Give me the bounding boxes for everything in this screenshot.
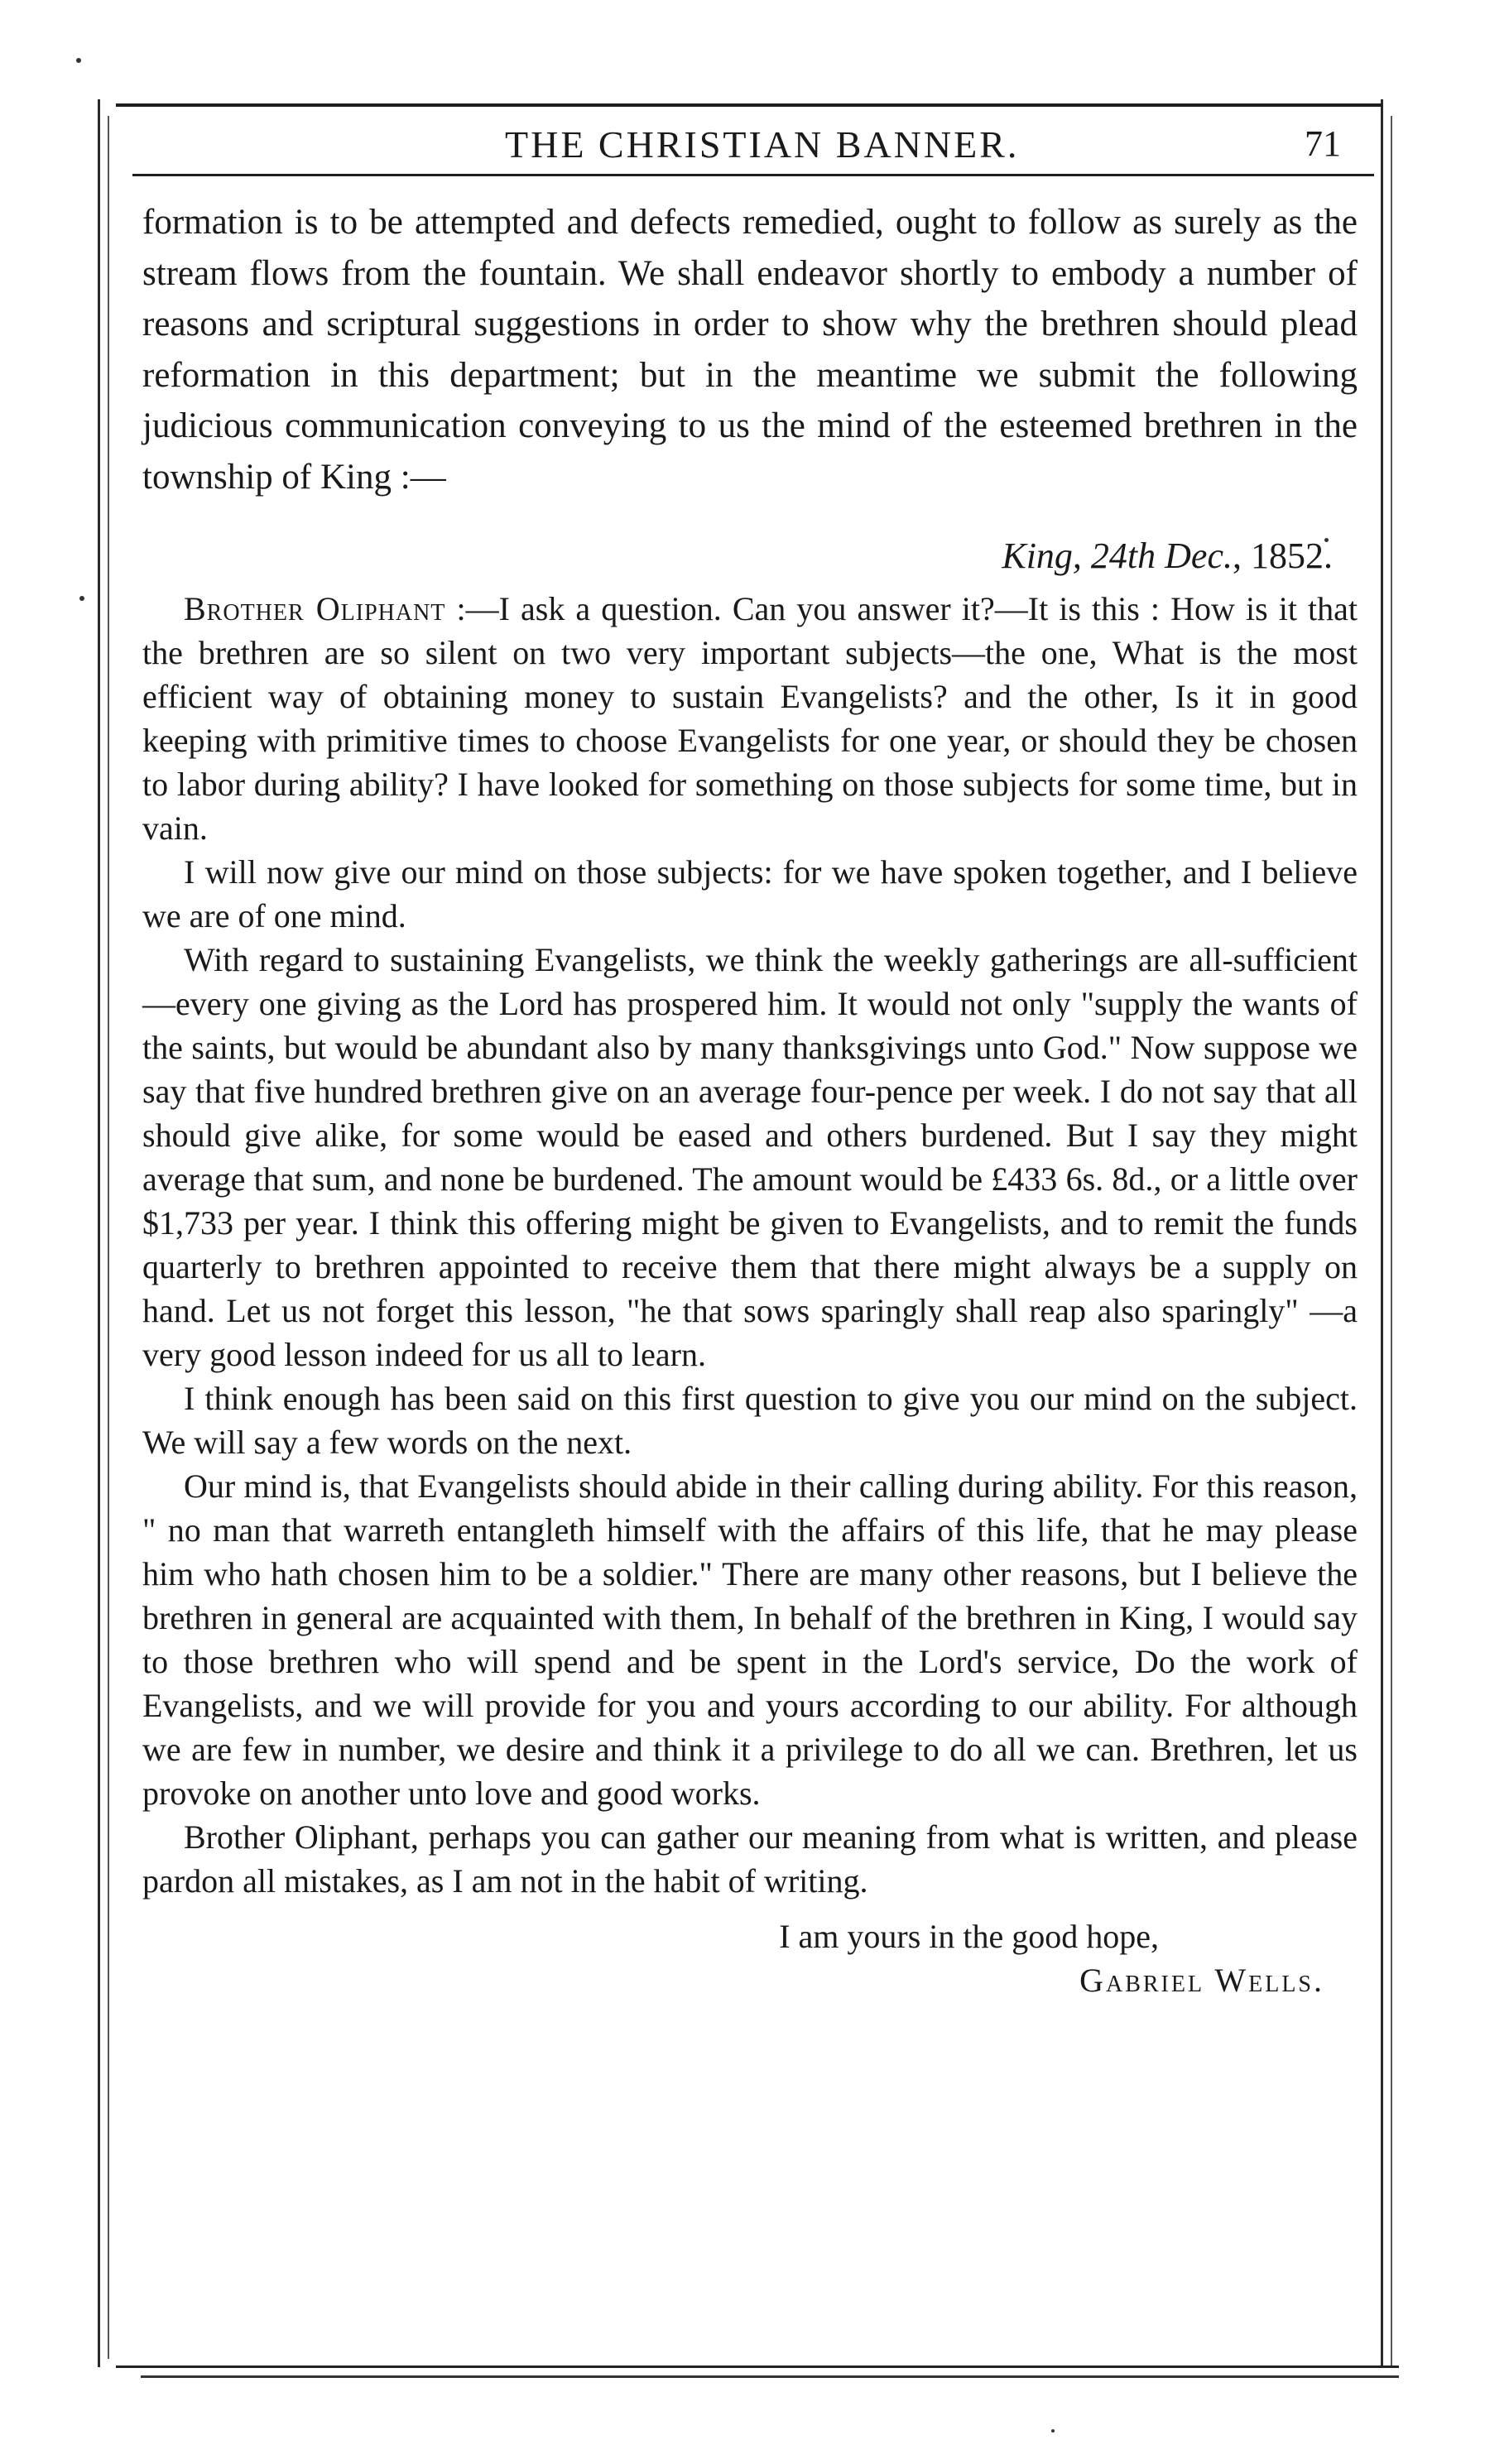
- page-header: [141, 122, 1366, 172]
- letter-paragraph: Our mind is, that Evangelists should abide in their calling during ability. For this reason, " no man that warreth entangleth himself with the affairs of this life, that he may please him who hath chosen him to be a soldier." There are many other reasons, but I believe the brethren in general are acquainted with them, In behalf of the brethren in King, I would say to those brethren who will spend and be spent in the Lord's service, Do the work of Evangelists, and we will provide for you and yours according to our ability. For although we are few in number, we desire and think it a privilege to do all we can. Brethren, let us provoke on another unto love and good works.: [142, 1467, 1358, 1812]
- right-inner-border-rule: [1391, 116, 1392, 2367]
- ink-speck: [76, 58, 81, 63]
- bottom-rule-secondary: [141, 2375, 1399, 2378]
- left-inner-border-rule: [108, 116, 109, 2359]
- letter-paragraph: I think enough has been said on this first question to give you our mind on the subject. We will say a few words on the next.: [142, 1379, 1358, 1461]
- letter-closing: I am yours in the good hope,: [779, 1917, 1159, 1955]
- page-number: 71: [1305, 123, 1341, 164]
- left-border-rule: [98, 99, 100, 2367]
- letter-paragraph-text: I ask a question. Can you answer it?—It is this : How is it that the brethren are so silent on two very important subjects—the one, What is the most efficient way of obtaining money to sustain Evangelists? and the other, Is it in good keeping with primitive times to choose Evangelists for one year, or should they be chosen to labor during ability? I have looked for something on those subjects for some time, but in vain.: [142, 589, 1358, 847]
- intro-paragraph: formation is to be attempted and defects remedied, ought to follow as surely as the stream flows from the fountain. We shall endeavor shortly to embody a number of reasons and scriptural suggestions in order to show why the brethren should plead reformation in this department; but in the meantime we submit the following judicious communication conveying to us the mind of the esteemed brethren in the township of King :—: [142, 203, 1358, 497]
- dateline-place-date: King, 24th Dec.: [1002, 536, 1233, 576]
- letter-paragraph: [142, 587, 1358, 850]
- letter-paragraph: I will now give our mind on those subjects: for we have spoken together, and I believe we are of one mind.: [142, 853, 1358, 934]
- salutation-separator: :—: [445, 589, 499, 627]
- ink-speck: [79, 596, 84, 601]
- letter-dateline: [142, 531, 1358, 582]
- letter-paragraph: With regard to sustaining Evangelists, we think the weekly gatherings are all-sufficient—every one giving as the Lord has prospered him. It would not only "supply the wants of the saints, but would be abundant also by many thanksgivings unto God." Now suppose we say that five hundred brethren give on an average four-pence per week. I do not say that all should give alike, for some would be eased and others burdened. But I say they might average that sum, and none be burdened. The amount would be £433 6s. 8d., or a little over $1,733 per year. I think this offering might be given to Evangelists, and to remit the funds quarterly to brethren appointed to receive them that there might always be a supply on hand. Let us not forget this lesson, "he that sows sparingly shall reap also sparingly" —a very good lesson indeed for us all to learn.: [142, 940, 1358, 1373]
- letter-signature: Gabriel Wells.: [1079, 1961, 1324, 1999]
- ink-speck: [1051, 2429, 1055, 2433]
- letter-paragraph: Brother Oliphant, perhaps you can gather our meaning from what is written, and please pardon all mistakes, as I am not in the habit of writing.: [142, 1818, 1358, 1900]
- letter-salutation: Brother Oliphant: [184, 589, 446, 627]
- top-rule: [116, 103, 1382, 107]
- running-title: THE CHRISTIAN BANNER.: [505, 123, 1020, 166]
- header-rule: [132, 174, 1374, 176]
- bottom-rule: [116, 2366, 1399, 2368]
- dateline-year: , 1852.: [1233, 536, 1333, 576]
- right-border-rule: [1381, 99, 1383, 2367]
- letter: [142, 587, 1358, 2002]
- page-body: [142, 197, 1358, 2002]
